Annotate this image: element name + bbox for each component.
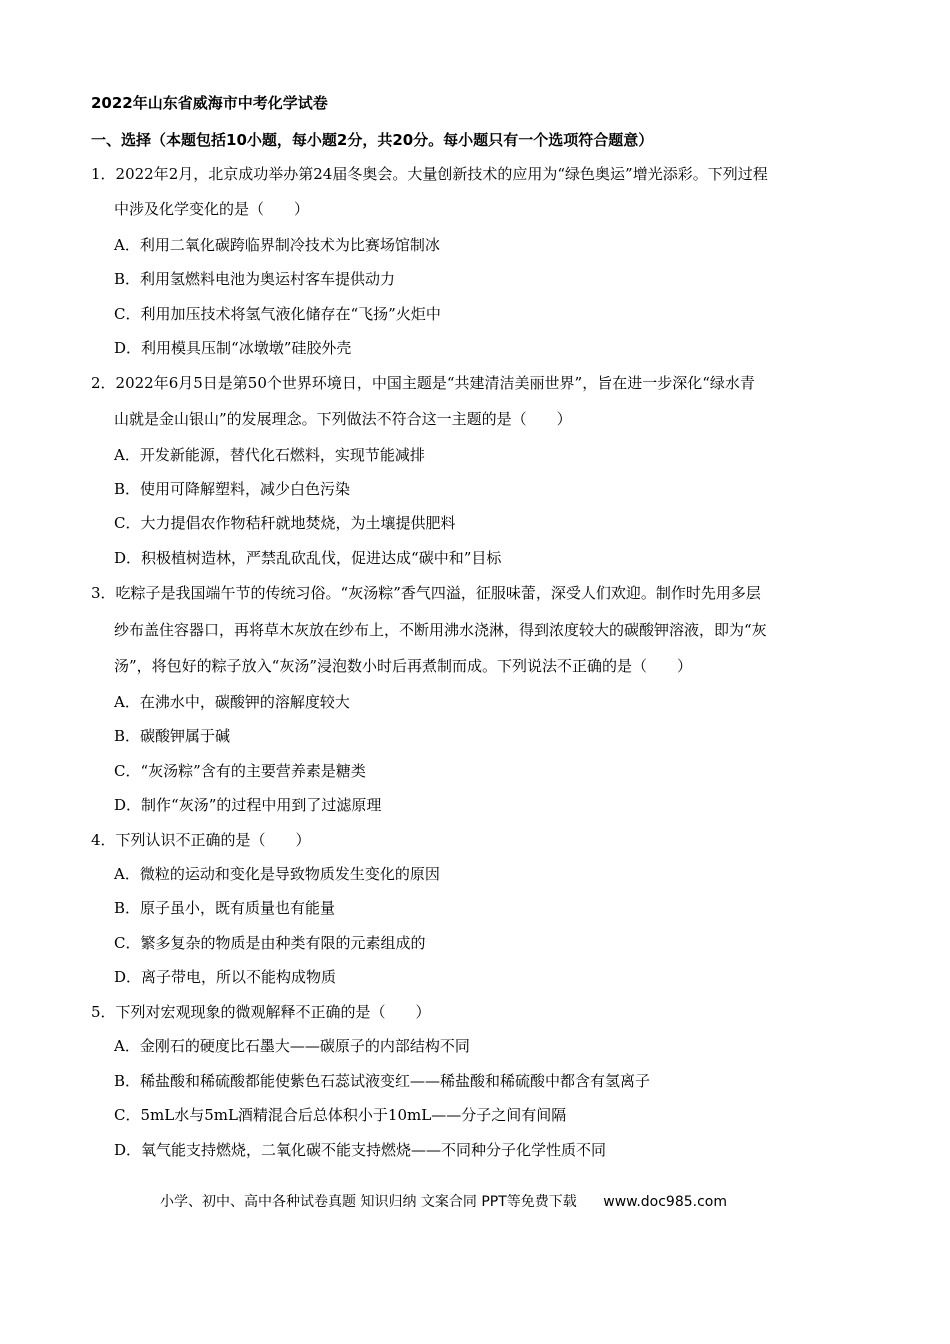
section-heading: 一、选择（本题包括10小题，每小题2分，共20分。每小题只有一个选项符合题意） <box>91 131 654 149</box>
question-2-option-a: A．开发新能源，替代化石燃料，实现节能减排 <box>114 446 425 464</box>
question-3-option-b: B．碳酸钾属于碱 <box>114 727 231 745</box>
exam-title: 2022年山东省威海市中考化学试卷 <box>91 94 328 112</box>
question-3-stem-line-1: 3．吃粽子是我国端午节的传统习俗。“灰汤粽”香气四溢，征服味蕾，深受人们欢迎。制作时先用多层 <box>91 584 761 602</box>
question-4-stem-line-1: 4．下列认识不正确的是（ ） <box>91 831 311 849</box>
question-4-option-b: B．原子虽小，既有质量也有能量 <box>114 899 336 917</box>
footer-url-link[interactable]: www.doc985.com <box>603 1194 727 1210</box>
question-2-option-d: D．积极植树造林，严禁乱砍乱伐，促进达成“碳中和”目标 <box>114 549 502 567</box>
question-1-stem-line-2: 中涉及化学变化的是（ ） <box>114 200 310 218</box>
question-1-option-a: A．利用二氧化碳跨临界制冷技术为比赛场馆制冰 <box>114 236 440 254</box>
question-4-option-a: A．微粒的运动和变化是导致物质发生变化的原因 <box>114 865 440 883</box>
page-footer <box>160 1192 860 1212</box>
question-4-option-d: D．离子带电，所以不能构成物质 <box>114 968 337 986</box>
question-5-option-d: D．氧气能支持燃烧，二氧化碳不能支持燃烧——不同种分子化学性质不同 <box>114 1141 607 1159</box>
question-5-stem-line-1: 5．下列对宏观现象的微观解释不正确的是（ ） <box>91 1003 431 1021</box>
question-5-option-a: A．金刚石的硬度比石墨大——碳原子的内部结构不同 <box>114 1037 470 1055</box>
question-1-stem-line-1: 1．2022年2月，北京成功举办第24届冬奥会。大量创新技术的应用为“绿色奥运”增光添彩。下列过程 <box>91 165 768 183</box>
question-5-option-b: B．稀盐酸和稀硫酸都能使紫色石蕊试液变红——稀盐酸和稀硫酸中都含有氢离子 <box>114 1072 651 1090</box>
footer-text: 小学、初中、高中各种试卷真题 知识归纳 文案合同 PPT等免费下载 <box>160 1194 577 1210</box>
question-2-stem-line-1: 2．2022年6月5日是第50个世界环境日，中国主题是“共建清洁美丽世界”，旨在进一步深化“绿水青 <box>91 374 755 392</box>
question-3-stem-line-2: 纱布盖住容器口，再将草木灰放在纱布上，不断用沸水浇淋，得到浓度较大的碳酸钾溶液，即为“灰 <box>114 621 767 639</box>
question-5-option-c: C．5mL水与5mL酒精混合后总体积小于10mL——分子之间有间隔 <box>114 1106 567 1124</box>
question-3-option-d: D．制作“灰汤”的过程中用到了过滤原理 <box>114 796 382 814</box>
question-3-option-c: C．“灰汤粽”含有的主要营养素是糖类 <box>114 762 366 780</box>
question-3-option-a: A．在沸水中，碳酸钾的溶解度较大 <box>114 693 350 711</box>
question-1-option-c: C．利用加压技术将氢气液化储存在“飞扬”火炬中 <box>114 305 441 323</box>
question-4-option-c: C．繁多复杂的物质是由种类有限的元素组成的 <box>114 934 426 952</box>
question-3-stem-line-3: 汤”，将包好的粽子放入“灰汤”浸泡数小时后再煮制而成。下列说法不正确的是（ ） <box>114 657 693 675</box>
question-2-stem-line-2: 山就是金山银山”的发展理念。下列做法不符合这一主题的是（ ） <box>114 410 572 428</box>
question-2-option-b: B．使用可降解塑料，减少白色污染 <box>114 480 351 498</box>
question-1-option-d: D．利用模具压制“冰墩墩”硅胶外壳 <box>114 339 352 357</box>
question-2-option-c: C．大力提倡农作物秸秆就地焚烧，为土壤提供肥料 <box>114 514 456 532</box>
question-1-option-b: B．利用氢燃料电池为奥运村客车提供动力 <box>114 270 396 288</box>
